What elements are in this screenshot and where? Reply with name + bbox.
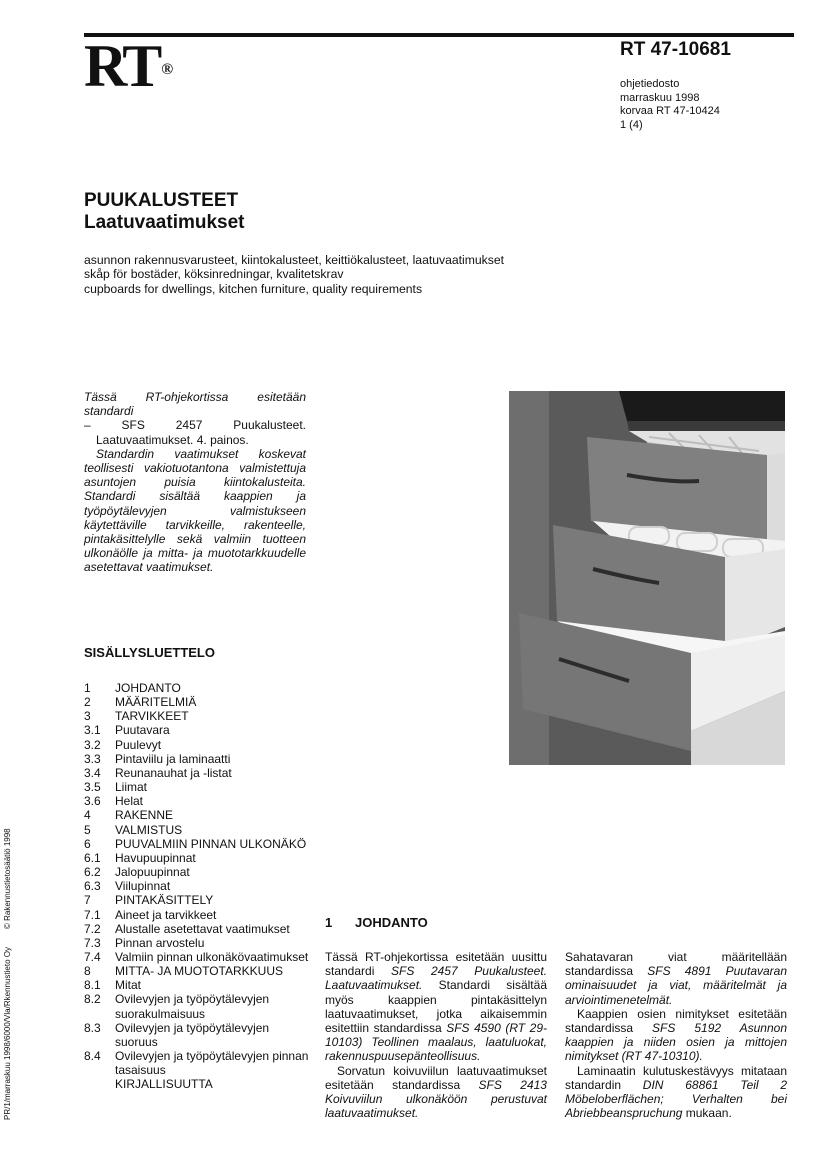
drawer1-side (767, 453, 785, 551)
toc-label: Helat (115, 794, 144, 809)
toc-label: Puutavara (115, 723, 170, 738)
toc-item (84, 865, 309, 879)
toc-item (84, 908, 309, 922)
countertop-edge (627, 421, 785, 431)
toc-number: 8.1 (84, 978, 101, 993)
toc-label: MÄÄRITELMIÄ (115, 695, 197, 710)
toc-item (84, 1049, 309, 1077)
toc-number: 2 (84, 695, 91, 710)
toc-item (84, 780, 309, 794)
keywords-en: cupboards for dwellings, kitchen furniture, quality requirements (84, 281, 423, 296)
toc-number: 1 (84, 681, 91, 695)
toc-label: Mitat (115, 978, 142, 993)
document-meta (620, 78, 720, 132)
countertop (619, 391, 785, 421)
keywords-sv: skåp för bostäder, köksinredningar, kvalitetskrav (84, 267, 344, 282)
section-heading (325, 915, 428, 930)
text-run: Sorvatun koivuviilun laatuvaatimukset esitetään standardissa (325, 1063, 547, 1092)
intro-text (84, 390, 306, 575)
text-run: Kaappien osien nimitykset esitetään standardissa (565, 1006, 787, 1036)
logo-text: RT (84, 33, 160, 99)
toc-label: Alustalle asetettavat vaatimukset (115, 921, 290, 936)
toc-item (84, 879, 309, 893)
toc-number: 3 (84, 709, 91, 724)
toc-number: 5 (84, 822, 91, 837)
toc-item (84, 723, 309, 737)
toc-item (84, 922, 309, 936)
toc-label: Aineet ja tarvikkeet (115, 907, 217, 922)
intro-p3: Standardin vaatimukset koskevat teollisesti vakiotuotantona valmistettuja asuntojen puisia kiintokalusteita. Standardi sisältää kaappien ja työpöytälevyjen valmistukseen käytettäville tarvikkeille, rakenteelle, pintakäsittelylle sekä valmiin tuotteen ulkonäölle ja mitta- ja muototarkkuudelle asetettavat vaatimukset. (84, 446, 306, 575)
toc-item (84, 837, 309, 851)
standard-reference: SFS 4891 Puutavaran ominaisuudet ja viat, määritelmät ja arviointimenetelmät. (565, 964, 788, 1007)
toc-item (84, 823, 309, 837)
toc-number: 8.3 (84, 1020, 101, 1035)
body-paragraph (565, 1064, 787, 1121)
toc-number: 8 (84, 964, 91, 979)
text-run: Tässä RT-ohjekortissa esitetään uusittu standardi (325, 950, 547, 979)
text-run: Laminaatin kulutuskestävyys mitataan standardin (565, 1063, 787, 1092)
toc-label: Puulevyt (115, 737, 162, 752)
toc-number: 6 (84, 836, 91, 851)
intro-standard: – SFS 2457 Puukalusteet. Laatuvaatimukset. 4. painos. (84, 418, 306, 447)
toc-number: 6.1 (84, 850, 101, 865)
toc-item (84, 766, 309, 780)
body-paragraph (325, 1064, 547, 1121)
toc-number: 8.4 (84, 1049, 101, 1064)
toc-label: PINTAKÄSITTELY (115, 893, 214, 908)
toc-label: Ovilevyjen ja työpöytälevyjen suorakulmaisuus (115, 992, 270, 1021)
toc-label: VALMISTUS (115, 822, 183, 837)
standard-reference: SFS 2413 Koivuviilun ulkonäköön perustuvat laatuvaatimukset. (325, 1077, 547, 1121)
toc-title: SISÄLLYSLUETTELO (84, 645, 215, 660)
intro-p1: Tässä RT-ohjekortissa esitetään standardi (84, 390, 306, 419)
meta-type: ohjetiedosto (620, 78, 680, 90)
toc-number: 7 (84, 893, 91, 908)
toc-number: 8.2 (84, 992, 101, 1007)
text-run: Sahatavaran viat määritellään standardissa (565, 950, 787, 979)
standard-reference: SFS 2457 Puukalusteet. Laatuvaatimukset. (325, 964, 547, 993)
toc-label: Jalopuupinnat (115, 865, 190, 880)
toc-item (84, 964, 309, 978)
title-sub: Laatuvaatimukset (84, 212, 245, 233)
meta-date: marraskuu 1998 (620, 91, 700, 104)
toc-item (84, 893, 309, 907)
text-run: Standardi sisältää myös kaappien pintakäsittelyn laatuvaatimukset, jotka aikaisemmin esitettiin standardissa (325, 978, 547, 1036)
toc-item (84, 695, 309, 709)
body-paragraph (565, 950, 787, 1007)
document-id: RT 47-10681 (620, 39, 731, 60)
toc-label: RAKENNE (115, 808, 174, 823)
body-paragraph (325, 950, 547, 1064)
body-paragraph (565, 1007, 787, 1064)
toc-number: 4 (84, 808, 91, 823)
toc-item (84, 1077, 309, 1091)
rt-logo (84, 33, 174, 99)
keywords-fi: asunnon rakennusvarusteet, kiintokalusteet, keittiökalusteet, laatuvaatimukset (84, 253, 505, 267)
section-title: JOHDANTO (355, 915, 428, 930)
toc-item (84, 794, 309, 808)
toc-label: Liimat (115, 780, 148, 795)
kitchen-drawers-photo (509, 391, 785, 765)
print-info-sidenote (3, 780, 12, 1120)
toc-label: Ovilevyjen ja työpöytälevyjen suoruus (115, 1020, 270, 1049)
toc-label: KIRJALLISUUTTA (115, 1077, 213, 1092)
toc-number: 3.4 (84, 765, 101, 780)
toc-number (84, 1077, 115, 1091)
drawers-illustration (509, 391, 785, 765)
toc-item (84, 992, 309, 1020)
toc-label: Viilupinnat (115, 879, 171, 894)
toc-item (84, 752, 309, 766)
toc-item (84, 851, 309, 865)
toc-number: 3.2 (84, 737, 101, 752)
toc-label: Valmiin pinnan ulkonäkövaatimukset (115, 949, 309, 964)
toc-item (84, 978, 309, 992)
toc-label: Reunanauhat ja -listat (115, 765, 232, 780)
toc-number: 7.4 (84, 949, 101, 964)
toc-number: 7.2 (84, 921, 101, 936)
text-run: mukaan. (682, 1106, 732, 1121)
page-title (84, 190, 245, 234)
toc-number: 7.1 (84, 907, 101, 922)
toc-label: PUUVALMIIN PINNAN ULKONÄKÖ (115, 836, 307, 851)
copyright: © Rakennustietosäätiö 1998 (3, 828, 12, 930)
toc-label: JOHDANTO (115, 681, 181, 695)
toc-number: 3.5 (84, 780, 101, 795)
section-number: 1 (325, 915, 333, 930)
title-main: PUUKALUSTEET (84, 190, 239, 211)
toc-item (84, 950, 309, 964)
toc-number: 6.3 (84, 879, 101, 894)
toc-label: Havupuupinnat (115, 850, 196, 865)
registered-mark: ® (161, 61, 174, 78)
toc-number: 6.2 (84, 865, 101, 880)
body-column-1 (325, 950, 547, 1120)
toc-item (84, 709, 309, 723)
toc-label: Pintaviilu ja laminaatti (115, 751, 231, 766)
toc-number: 3.1 (84, 723, 101, 738)
toc-label: TARVIKKEET (115, 709, 189, 724)
standard-reference: SFS 4590 (RT 29-10103) Teollinen maalaus, laatuluokat, rakennuspuusepänteollisuus. (325, 1021, 548, 1064)
toc-label: Ovilevyjen ja työpöytälevyjen pinnan tasaisuus (115, 1049, 309, 1078)
toc-item (84, 738, 309, 752)
toc-item (84, 1021, 309, 1049)
toc-item (84, 681, 309, 695)
standard-reference: SFS 5192 Asunnon kaappien ja niiden osien ja mittojen nimitykset (RT 47-10310). (565, 1021, 787, 1064)
toc-number: 7.3 (84, 935, 101, 950)
print-info: PR/1/marraskuu 1998/6000/Vla/Rkennustieto Oy (3, 947, 12, 1120)
toc-item (84, 808, 309, 822)
toc-label: MITTA- JA MUOTOTARKKUUS (115, 964, 284, 979)
body-column-2 (565, 950, 787, 1120)
meta-page: 1 (4) (620, 118, 643, 131)
table-of-contents (84, 681, 309, 1092)
meta-replaces: korvaa RT 47-10424 (620, 105, 720, 117)
keywords (84, 253, 504, 296)
toc-number: 3.6 (84, 794, 101, 809)
header-rule (84, 33, 794, 37)
toc-label: Pinnan arvostelu (115, 935, 205, 950)
standard-reference: DIN 68861 Teil 2 Möbeloberflächen; Verhalten bei Abriebbeanspruchung (565, 1077, 787, 1121)
toc-number: 3.3 (84, 751, 101, 766)
toc-item (84, 936, 309, 950)
